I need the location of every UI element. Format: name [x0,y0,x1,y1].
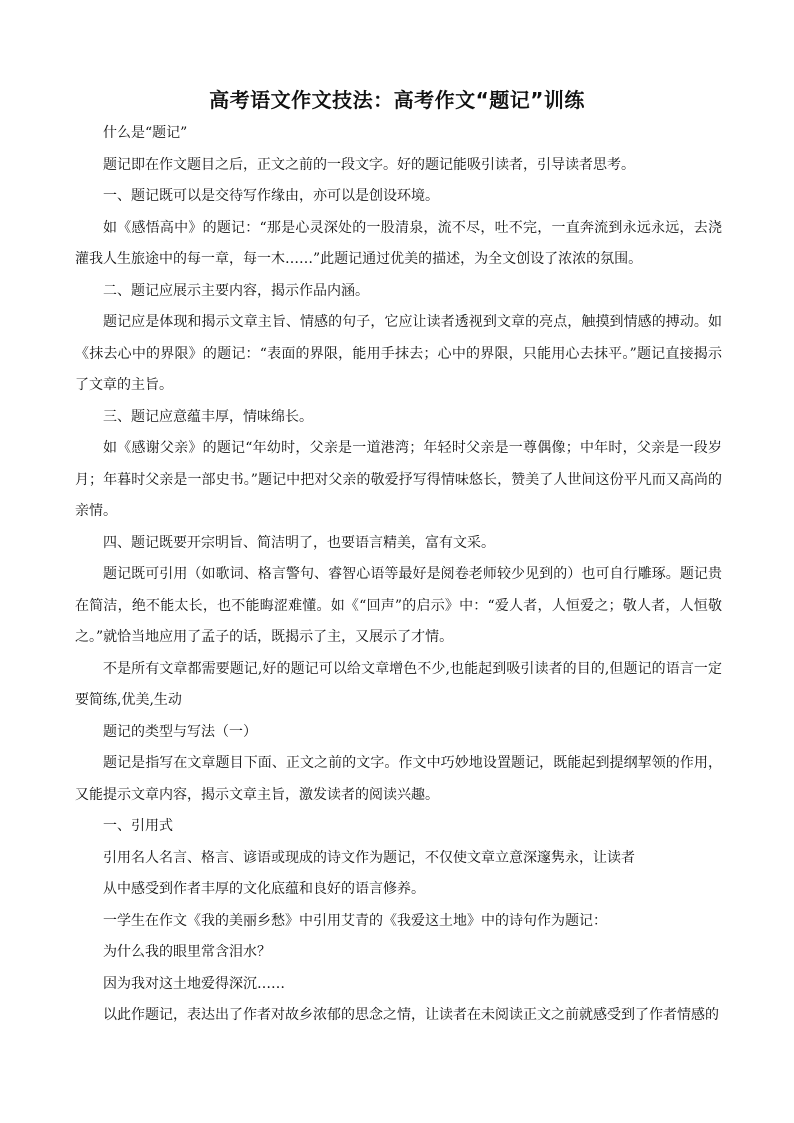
paragraph: 以此作题记，表达出了作者对故乡浓郁的思念之情，让读者在未阅读正文之前就感受到了作者情感的 [103,1007,719,1023]
paragraph: 题记应是体现和揭示文章主旨、情感的句子，它应让读者透视到文章的亮点，触摸到情感的搏动。如《抹去心中的界限》的题记：“表面的界限，能用手抹去；心中的界限，只能用心去抹平。”题记直接揭示了文章的主旨。 [75,314,722,393]
paragraph: 什么是“题记” [103,125,188,141]
paragraph: 一、题记既可以是交待写作缘由，亦可以是创设环境。 [103,188,439,204]
paragraph: 因为我对这土地爱得深沉…… [103,975,285,992]
paragraph: 为什么我的眼里常含泪水？ [103,944,271,960]
paragraph: 题记即在作文题目之后，正文之前的一段文字。好的题记能吸引读者，引导读者思考。 [103,156,635,173]
paragraph: 如《感悟高中》的题记：“那是心灵深处的一股清泉，流不尽，吐不完，一直奔流到永远永远，去浇灌我人生旅途中的每一章，每一木……”此题记通过优美的描述，为全文创设了浓浓的氛围。 [75,219,722,267]
document-body [75,118,722,1032]
paragraph: 题记既可引用（如歌词、格言警句、睿智心语等最好是阅卷老师较少见到的）也可自行雕琢。题记贵在简洁，绝不能太长，也不能晦涩难懂。如《“回声”的启示》中：“爱人者，人恒爱之；敬人者，人恒敬之。”就恰当地应用了孟子的话，既揭示了主，又展示了才情。 [75,566,722,645]
paragraph: 不是所有文章都需要题记,好的题记可以给文章增色不少,也能起到吸引读者的目的,但题记的语言一定要简练,优美,生动 [75,660,722,708]
paragraph: 四、题记既要开宗明旨、简洁明了，也要语言精美，富有文采。 [103,534,495,551]
paragraph: 题记的类型与写法（一） [103,723,257,740]
document-title: 高考语文作文技法：高考作文“题记”训练 [209,88,585,112]
paragraph: 题记是指写在文章题目下面、正文之前的文字。作文中巧妙地设置题记，既能起到提纲挈领的作用，又能提示文章内容，揭示文章主旨，激发读者的阅读兴趣。 [75,755,722,803]
paragraph: 三、题记应意蕴丰厚，情味绵长。 [103,408,313,425]
paragraph: 从中感受到作者丰厚的文化底蕴和良好的语言修养。 [103,881,425,897]
paragraph: 引用名人名言、格言、谚语或现成的诗文作为题记，不仅使文章立意深邃隽永，让读者 [103,849,635,866]
paragraph: 二、题记应展示主要内容，揭示作品内涵。 [103,282,369,299]
paragraph: 一学生在作文《我的美丽乡愁》中引用艾青的《我爱这土地》中的诗句作为题记： [103,912,607,929]
paragraph: 一、引用式 [103,818,173,834]
paragraph: 如《感谢父亲》的题记“年幼时，父亲是一道港湾；年轻时父亲是一尊偶像；中年时，父亲是一段岁月；年暮时父亲是一部史书。”题记中把对父亲的敬爱抒写得情味悠长，赞美了人世间这份平凡而又高尚的亲情。 [75,440,722,519]
